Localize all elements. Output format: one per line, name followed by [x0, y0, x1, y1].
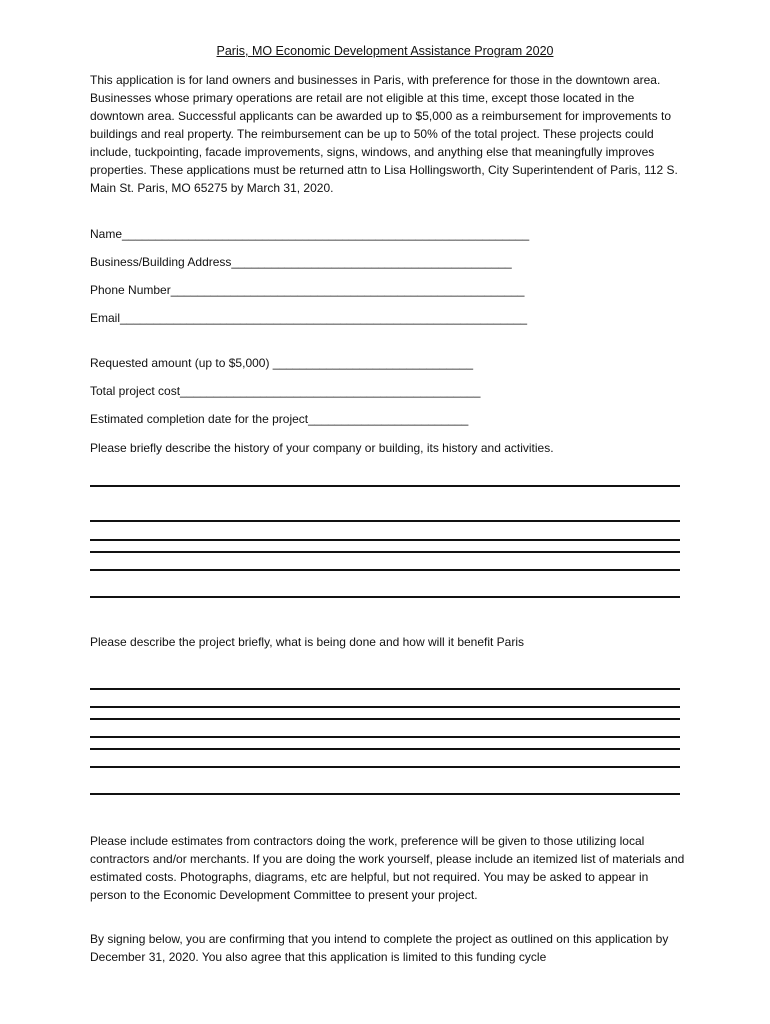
- project-answer-line[interactable]: [90, 706, 680, 708]
- project-answer-line[interactable]: [90, 793, 680, 795]
- history-prompt: Please briefly describe the history of your company or building, its history and activities.: [90, 441, 554, 455]
- history-answer-line[interactable]: [90, 520, 680, 522]
- project-answer-line[interactable]: [90, 748, 680, 750]
- requested-amount-field[interactable]: Requested amount (up to $5,000) ______________________________: [90, 356, 474, 370]
- project-answer-line[interactable]: [90, 718, 680, 720]
- intro-paragraph: This application is for land owners and businesses in Paris, with preference for those in the downtown area. Businesses whose primary operations are retail are not eligible at this time, except those located in the downtown area. Successful applicants can be awarded up to $5,000 as a reimbursement for improvements to buildings and real property. The reimbursement can be up to 50% of the total project. These projects could include, tuckpointing, facade improvements, signs, windows, and anything else that meaningfully improves properties. These applications must be returned attn to Lisa Hollingsworth, City Superintendent of Paris, 112 S. Main St. Paris, MO 65275 by March 31, 2020.: [90, 73, 678, 195]
- history-answer-line[interactable]: [90, 539, 680, 541]
- name-field[interactable]: Name_____________________________________________________________: [90, 227, 530, 241]
- history-answer-line[interactable]: [90, 596, 680, 598]
- signing-paragraph: By signing below, you are confirming that you intend to complete the project as outlined on this application by December 31, 2020. You also agree that this application is limited to this funding cycle: [90, 932, 669, 964]
- completion-date-field[interactable]: Estimated completion date for the project________________________: [90, 412, 469, 426]
- history-answer-line[interactable]: [90, 485, 680, 487]
- history-answer-line[interactable]: [90, 551, 680, 553]
- total-cost-field[interactable]: Total project cost_____________________________________________: [90, 384, 481, 398]
- history-answer-line[interactable]: [90, 569, 680, 571]
- project-prompt: Please describe the project briefly, what is being done and how will it benefit Paris: [90, 635, 525, 649]
- estimates-paragraph: Please include estimates from contractors doing the work, preference will be given to those utilizing local contractors and/or merchants. If you are doing the work yourself, please include an itemized list of materials and estimated costs. Photographs, diagrams, etc are helpful, but not required. You may be asked to appear in person to the Economic Development Committee to present your project.: [90, 834, 685, 902]
- page-title: Paris, MO Economic Development Assistance Program 2020: [216, 44, 554, 58]
- project-answer-line[interactable]: [90, 688, 680, 690]
- project-answer-line[interactable]: [90, 736, 680, 738]
- project-answer-line[interactable]: [90, 766, 680, 768]
- email-field[interactable]: Email_____________________________________________________________: [90, 311, 528, 325]
- address-field[interactable]: Business/Building Address__________________________________________: [90, 255, 512, 269]
- phone-field[interactable]: Phone Number_____________________________________________________: [90, 283, 525, 297]
